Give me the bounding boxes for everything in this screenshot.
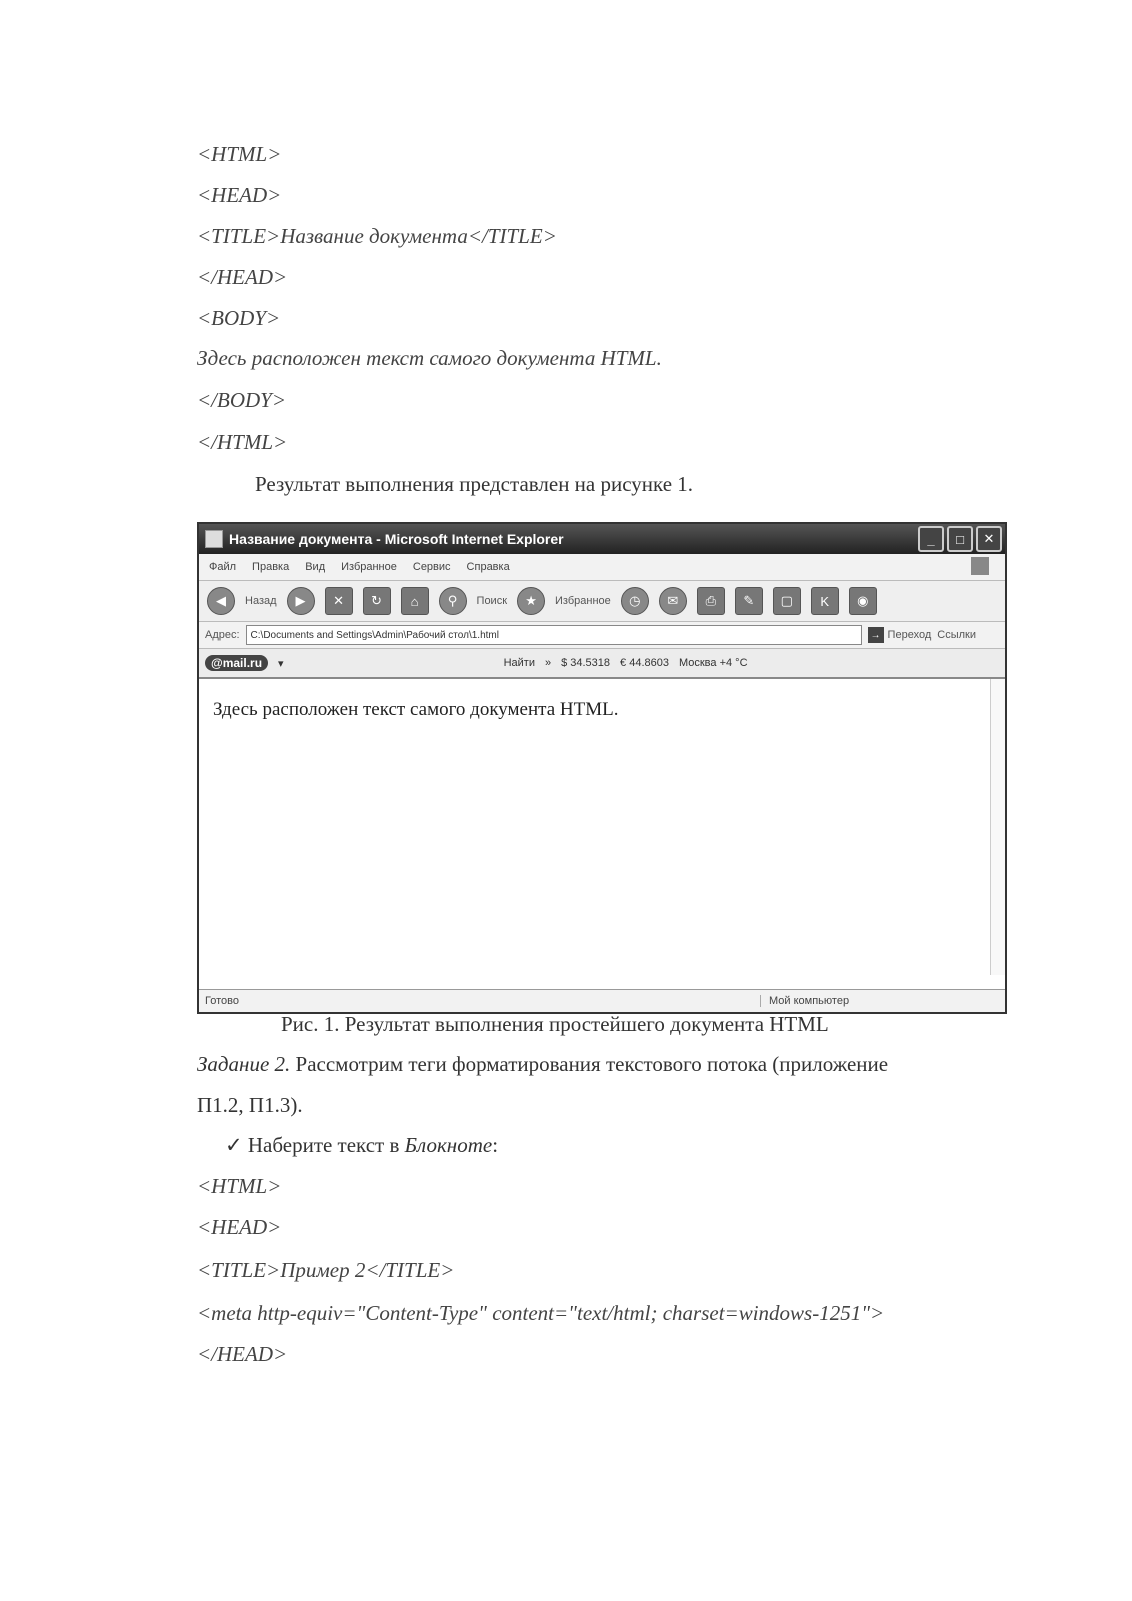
home-icon[interactable]: ⌂ bbox=[401, 587, 429, 615]
kaspersky-icon[interactable]: K bbox=[811, 587, 839, 615]
address-input[interactable]: C:\Documents and Settings\Admin\Рабочий стол\1.html bbox=[246, 625, 862, 645]
back-icon[interactable]: ◀ bbox=[207, 587, 235, 615]
status-zone: Мой компьютер bbox=[760, 995, 1005, 1007]
messenger-icon[interactable]: ◉ bbox=[849, 587, 877, 615]
go-button[interactable] bbox=[868, 627, 932, 643]
forward-icon[interactable]: ▶ bbox=[287, 587, 315, 615]
links-label[interactable]: Ссылки bbox=[937, 629, 976, 641]
menu-help[interactable]: Справка bbox=[466, 561, 510, 573]
menu-tools[interactable]: Сервис bbox=[412, 561, 451, 573]
task2-cont: П1.2, П1.3). bbox=[197, 1093, 303, 1117]
windows-flag-icon bbox=[971, 557, 989, 575]
weather[interactable]: Москва +4 °С bbox=[678, 657, 748, 669]
code1-line-8: </HTML> bbox=[197, 430, 288, 454]
menu-view[interactable]: Вид bbox=[305, 561, 326, 573]
task2-text: Рассмотрим теги форматирования текстового потока (приложение bbox=[295, 1052, 889, 1076]
vertical-scrollbar[interactable] bbox=[990, 679, 1005, 975]
stop-icon[interactable]: ✕ bbox=[325, 587, 353, 615]
toolbar bbox=[199, 581, 1005, 622]
search-icon[interactable]: ⚲ bbox=[439, 587, 467, 615]
code1-line-7: </BODY> bbox=[197, 388, 287, 412]
code1-line-3: <TITLE>Название документа</TITLE> bbox=[197, 224, 557, 248]
menu-bar bbox=[199, 554, 1005, 581]
mailru-logo[interactable]: @mail.ru bbox=[205, 655, 268, 671]
task2-line bbox=[197, 1052, 888, 1077]
minimize-icon[interactable]: _ bbox=[918, 526, 944, 552]
find-button[interactable]: Найти bbox=[503, 657, 535, 669]
discuss-icon[interactable]: ▢ bbox=[773, 587, 801, 615]
close-icon[interactable]: ✕ bbox=[976, 526, 1002, 552]
code2-line-4: <meta http-equiv="Content-Type" content="text/html; charset=windows-1251"> bbox=[197, 1301, 885, 1325]
code2-line-5: </HEAD> bbox=[197, 1342, 288, 1366]
code2-line-3: <TITLE>Пример 2</TITLE> bbox=[197, 1258, 455, 1282]
code1-line-1: <HTML> bbox=[197, 142, 282, 166]
code1-line-5: <BODY> bbox=[197, 306, 281, 330]
step-line bbox=[225, 1133, 498, 1158]
status-ready: Готово bbox=[205, 995, 239, 1007]
check-icon: ✓ bbox=[225, 1133, 243, 1157]
search-label[interactable]: Поиск bbox=[476, 595, 508, 607]
mailru-dropdown-icon[interactable]: ▾ bbox=[278, 657, 284, 670]
figure-caption: Рис. 1. Результат выполнения простейшего документа HTML bbox=[281, 1012, 829, 1036]
code1-line-2: <HEAD> bbox=[197, 183, 282, 207]
ie-icon bbox=[205, 530, 223, 548]
result-intro: Результат выполнения представлен на рисунке 1. bbox=[255, 472, 694, 496]
go-label: Переход bbox=[887, 629, 932, 641]
step-app: Блокноте bbox=[404, 1133, 493, 1157]
menu-edit[interactable]: Правка bbox=[252, 561, 290, 573]
more-chevron-icon[interactable]: » bbox=[544, 657, 552, 669]
code1-line-6: Здесь расположен текст самого документа HTML. bbox=[197, 346, 662, 370]
code2-line-2: <HEAD> bbox=[197, 1215, 282, 1239]
mail-icon[interactable]: ✉ bbox=[659, 587, 687, 615]
address-bar bbox=[199, 622, 1005, 649]
refresh-icon[interactable]: ↻ bbox=[363, 587, 391, 615]
step-colon: : bbox=[492, 1133, 499, 1157]
code1-line-4: </HEAD> bbox=[197, 265, 288, 289]
page-content bbox=[199, 679, 1005, 975]
step-text: Наберите текст в bbox=[247, 1133, 400, 1157]
code2-line-1: <HTML> bbox=[197, 1174, 282, 1198]
maximize-icon[interactable]: □ bbox=[947, 526, 973, 552]
browser-title: Название документа - Microsoft Internet Explorer bbox=[229, 531, 564, 547]
history-icon[interactable]: ◷ bbox=[621, 587, 649, 615]
page-text: Здесь расположен текст самого документа HTML. bbox=[213, 699, 619, 720]
print-icon[interactable]: ⎙ bbox=[697, 587, 725, 615]
menu-file[interactable]: Файл bbox=[209, 561, 237, 573]
usd-rate: $ 34.5318 bbox=[561, 657, 611, 669]
go-arrow-icon: → bbox=[868, 627, 884, 643]
browser-window bbox=[197, 522, 1007, 1014]
favorites-icon[interactable]: ★ bbox=[517, 587, 545, 615]
menu-favorites[interactable]: Избранное bbox=[341, 561, 397, 573]
eur-rate: € 44.8603 bbox=[620, 657, 669, 669]
browser-titlebar bbox=[199, 524, 1005, 554]
back-label: Назад bbox=[245, 595, 277, 607]
mailru-toolbar bbox=[199, 649, 1005, 679]
edit-icon[interactable]: ✎ bbox=[735, 587, 763, 615]
address-label: Адрес: bbox=[205, 629, 240, 641]
task2-label: Задание 2. bbox=[197, 1052, 291, 1076]
status-bar bbox=[199, 989, 1005, 1012]
favorites-label[interactable]: Избранное bbox=[555, 595, 611, 607]
